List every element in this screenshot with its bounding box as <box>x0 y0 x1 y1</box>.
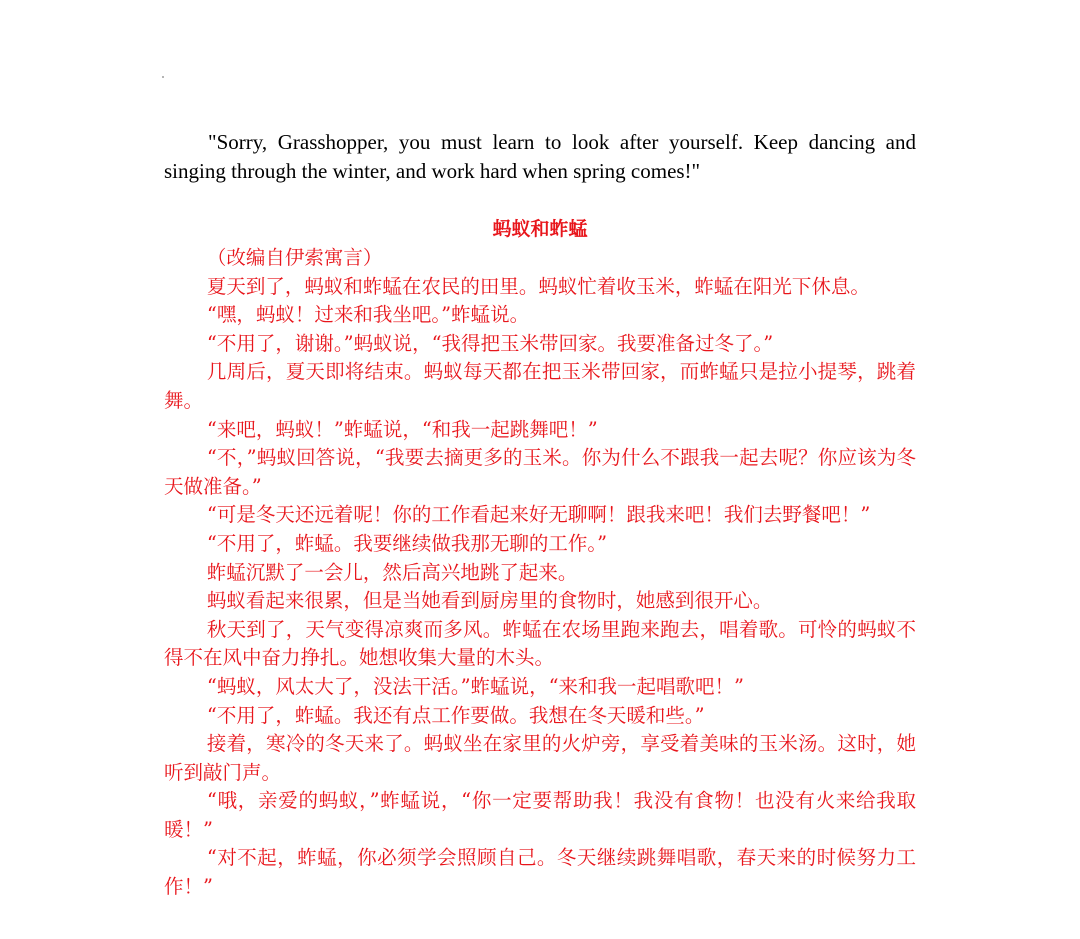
chinese-paragraph: “对不起，蚱蜢，你必须学会照顾自己。冬天继续跳舞唱歌，春天来的时候努力工作！” <box>164 846 916 899</box>
chinese-paragraph: 秋天到了，天气变得凉爽而多风。蚱蜢在农场里跑来跑去，唱着歌。可怜的蚂蚁不得不在风中奋力挣扎。她想收集大量的木头。 <box>164 617 916 670</box>
chinese-paragraph: （改编自伊索寓言） <box>206 246 383 269</box>
chinese-paragraph: “哦，亲爱的蚂蚁，”蚱蜢说，“你一定要帮助我！我没有食物！也没有火来给我取暖！” <box>164 789 916 841</box>
chinese-paragraph: “不用了，蚱蜢。我要继续做我那无聊的工作。” <box>206 531 608 555</box>
stray-mark <box>162 76 164 78</box>
chinese-paragraph: 蚱蜢沉默了一会儿，然后高兴地跳了起来。 <box>206 560 578 584</box>
chinese-title: 蚂蚁和蚱蜢 <box>492 218 588 240</box>
chinese-paragraph: 蚂蚁看起来很累，但是当她看到厨房里的食物时，她感到很开心。 <box>206 589 773 613</box>
chinese-paragraph: “不用了，谢谢。”蚂蚁说，“我得把玉米带回家。我要准备过冬了。” <box>206 331 774 355</box>
chinese-paragraph: “不用了，蚱蜢。我还有点工作要做。我想在冬天暖和些。” <box>206 703 705 727</box>
chinese-paragraph: 接着，寒冷的冬天来了。蚂蚁坐在家里的火炉旁，享受着美味的玉米汤。这时，她听到敲门声。 <box>164 732 916 784</box>
chinese-paragraph: “来吧，蚂蚁！”蚱蜢说，“和我一起跳舞吧！” <box>206 417 598 441</box>
english-paragraph: "Sorry, Grasshopper, you must learn to look after yourself. Keep dancing and singing through the winter, and work hard when spring comes!" <box>164 130 916 183</box>
chinese-paragraph: 夏天到了，蚂蚁和蚱蜢在农民的田里。蚂蚁忙着收玉米，蚱蜢在阳光下休息。 <box>206 274 870 298</box>
chinese-paragraph: “嘿，蚂蚁！过来和我坐吧。”蚱蜢说。 <box>206 303 530 327</box>
chinese-paragraph: “蚂蚁，风太大了，没法干活。”蚱蜢说，“来和我一起唱歌吧！” <box>206 674 745 698</box>
chinese-paragraph: 几周后，夏天即将结束。蚂蚁每天都在把玉米带回家，而蚱蜢只是拉小提琴，跳着舞。 <box>164 360 916 412</box>
chinese-text <box>164 244 916 902</box>
chinese-paragraph: “可是冬天还远着呢！你的工作看起来好无聊啊！跟我来吧！我们去野餐吧！” <box>206 503 871 527</box>
chinese-paragraph: “不，”蚂蚁回答说，“我要去摘更多的玉米。你为什么不跟我一起去呢？你应该为冬天做准备。” <box>164 446 916 498</box>
